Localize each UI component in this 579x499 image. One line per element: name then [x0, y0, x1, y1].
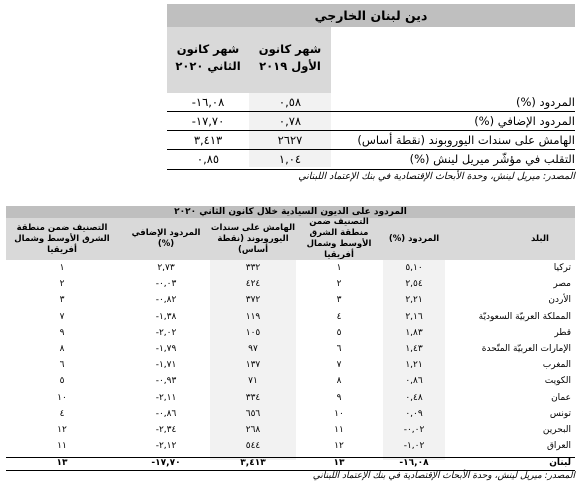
- row-label: المردود (%): [515, 95, 575, 109]
- cell-spread: ٣٧٢: [245, 295, 261, 306]
- row-label: المردود الإضافي (%): [474, 114, 575, 128]
- table-row: [6, 327, 575, 340]
- table1-header-band: [167, 27, 331, 93]
- cell-spread: ٧١: [248, 376, 258, 387]
- cell-spread: ٣٣٤: [245, 392, 261, 403]
- table2-total-row: [6, 457, 575, 470]
- header-line: الثاني ٢٠٢٠: [175, 59, 241, 73]
- table-row: [6, 424, 575, 437]
- cell-yield: -٠,٠٢: [403, 425, 425, 435]
- header-excess: المردود الإضافي (%): [131, 228, 201, 249]
- cell-yield: ٠,٠٩: [405, 408, 423, 419]
- cell-excess: -٠,٩٣: [155, 376, 177, 387]
- cell-yield: ١,٨٣: [405, 327, 423, 338]
- cell-rank-excess: ٢: [59, 279, 65, 290]
- total-country: لبنان: [549, 458, 571, 468]
- cell-rank-excess: ٩: [59, 327, 65, 338]
- table2-title: المردود على الديون السيادية خلال كانون الثاني ٢٠٢٠: [6, 206, 575, 218]
- cell-spread: ٤٢٤: [245, 279, 261, 290]
- cell-country: المغرب: [542, 360, 571, 371]
- header-line: شهر كانون: [258, 42, 322, 56]
- total-yield: -١٦,٠٨: [399, 458, 429, 468]
- table-row: [6, 311, 575, 324]
- cell-rank-yield: ٥: [336, 327, 342, 338]
- row-value-jan-2020: -١٧,٧٠: [191, 114, 225, 128]
- cell-yield: ١,٤٣: [405, 344, 423, 354]
- cell-excess: -٠,٠٣: [155, 279, 177, 290]
- cell-spread: ٦٥٦: [245, 408, 261, 419]
- cell-country: الإمارات العربيّة المتّحدة: [481, 344, 571, 354]
- table1-header-jan-2020: [167, 27, 249, 93]
- cell-rank-yield: ١: [336, 263, 342, 273]
- cell-excess: -٠,٨٦: [155, 408, 177, 419]
- table2-header-row: [6, 218, 575, 260]
- header-rank-excess: التصنيف ضمن منطقة الشرق الأوسط وشمال أفريقيا: [14, 222, 110, 255]
- cell-country: مصر: [553, 279, 571, 290]
- cell-rank-yield: ١٠: [334, 408, 344, 419]
- cell-rank-excess: ١١: [57, 441, 67, 452]
- total-rank-yield: ١٣: [333, 458, 345, 468]
- header-country: البلد: [531, 233, 549, 244]
- cell-country: البحرين: [542, 425, 571, 435]
- row-value-jan-2020: -١٦,٠٨: [191, 95, 225, 109]
- cell-country: العراق: [546, 441, 571, 452]
- cell-yield: ٠,٨٦: [405, 376, 423, 387]
- table1-header-dec-2019: [249, 27, 331, 93]
- header-yield: المردود (%): [388, 233, 440, 244]
- cell-rank-excess: ٦: [59, 360, 65, 371]
- cell-spread: ١٠٥: [245, 327, 261, 338]
- cell-yield: ٢,١٦: [405, 311, 423, 322]
- cell-rank-excess: ٤: [59, 408, 65, 419]
- table1-row: [167, 93, 575, 111]
- cell-excess: -٢,١٢: [155, 441, 177, 452]
- header-line: الأول ٢٠١٩: [259, 59, 321, 73]
- total-spread: ٣,٤١٣: [240, 458, 266, 468]
- table1-source: المصدر: ميريل لينش، وحدة الأبحاث الإقتصادية في بنك الإعتماد اللبناني: [298, 171, 575, 182]
- cell-country: الكويت: [544, 376, 571, 387]
- cell-rank-excess: ٣: [59, 295, 65, 306]
- cell-yield: ٠,٤٨: [405, 392, 423, 403]
- cell-excess: -١,٧١: [155, 360, 177, 371]
- table1-row: [167, 131, 575, 149]
- table1-bottom-rule: [167, 169, 575, 170]
- cell-country: تونس: [549, 408, 571, 419]
- cell-rank-excess: ٨: [59, 344, 65, 354]
- row-label: الهامش على سندات اليوروبوند (نقطة أساس): [357, 133, 575, 147]
- cell-excess: -٢,٠٢: [155, 327, 177, 338]
- cell-excess: -٢,١١: [155, 392, 177, 403]
- external-debt-table: [167, 4, 575, 182]
- cell-yield: ٢,٥٤: [405, 279, 423, 290]
- cell-rank-excess: ١: [59, 263, 65, 273]
- row-label: التقلب في مؤشّر ميريل لينش (%): [409, 152, 575, 166]
- cell-excess: -٠,٨٢: [155, 295, 177, 306]
- cell-excess: -١,٣٨: [155, 311, 177, 322]
- cell-yield: -١,٠٢: [403, 441, 425, 452]
- table-row: [6, 440, 575, 453]
- row-value-dec-2019: ٢٦٢٧: [277, 133, 303, 147]
- cell-rank-excess: ٧: [59, 311, 65, 322]
- table-row: [6, 375, 575, 388]
- cell-rank-yield: ٣: [336, 295, 342, 306]
- row-value-dec-2019: ٠,٥٨: [278, 95, 302, 109]
- header-line: شهر كانون: [176, 42, 240, 56]
- header-spread: الهامش على سندات اليوروبوند (نقطة أساس): [210, 222, 296, 255]
- cell-country: تركيا: [553, 263, 571, 273]
- cell-rank-yield: ٨: [336, 376, 342, 387]
- table-row: [6, 359, 575, 372]
- cell-rank-yield: ١٢: [334, 441, 344, 452]
- cell-excess: ٢,٧٣: [157, 263, 175, 273]
- table-row: [6, 408, 575, 421]
- cell-excess: -١,٧٩: [155, 344, 177, 354]
- cell-country: قطر: [554, 327, 571, 338]
- cell-rank-excess: ٥: [59, 376, 65, 387]
- table-row: [6, 294, 575, 307]
- cell-yield: ١,٢١: [405, 360, 423, 371]
- table-row: [6, 262, 575, 275]
- cell-spread: ٢٦٨: [245, 425, 261, 435]
- cell-spread: ٥٤٤: [245, 441, 261, 452]
- row-value-dec-2019: ١,٠٤: [278, 152, 302, 166]
- table1-row: [167, 150, 575, 168]
- table1-title: دين لبنان الخارجي: [167, 4, 575, 27]
- row-value-jan-2020: ٣,٤١٣: [193, 133, 223, 147]
- table-row: [6, 392, 575, 405]
- cell-country: عمان: [551, 392, 571, 403]
- cell-excess: -٢,٣٤: [155, 425, 177, 435]
- total-rank-excess: ١٣: [56, 458, 68, 468]
- row-value-dec-2019: ٠,٧٨: [278, 114, 302, 128]
- table-row: [6, 343, 575, 356]
- cell-rank-excess: ١٠: [57, 392, 67, 403]
- cell-rank-excess: ١٢: [57, 425, 67, 435]
- table-row: [6, 278, 575, 291]
- total-excess: -١٧,٧٠: [151, 458, 181, 468]
- row-value-jan-2020: ٠,٨٥: [196, 152, 220, 166]
- header-rank-yield: التصنيف ضمن منطقة الشرق الأوسط وشمال أفريقيا: [306, 217, 372, 260]
- cell-country: المملكة العربيّة السعوديّة: [478, 311, 571, 322]
- cell-spread: ١٣٧: [245, 360, 261, 371]
- cell-rank-yield: ٦: [336, 344, 342, 354]
- table2-source: المصدر: ميريل لينش، وحدة الأبحاث الإقتصادية في بنك الإعتماد اللبناني: [312, 471, 575, 481]
- cell-rank-yield: ٢: [336, 279, 342, 290]
- sovereign-yields-table: [6, 206, 575, 481]
- cell-rank-yield: ٧: [336, 360, 342, 371]
- table1-row: [167, 112, 575, 130]
- cell-rank-yield: ٤: [336, 311, 342, 322]
- cell-yield: ٥,١٠: [405, 263, 423, 273]
- cell-country: الأردن: [548, 295, 571, 306]
- cell-spread: ٩٧: [248, 344, 258, 354]
- cell-rank-yield: ١١: [334, 425, 344, 435]
- cell-yield: ٢,٢١: [405, 295, 423, 306]
- cell-rank-yield: ٩: [336, 392, 342, 403]
- cell-spread: ١١٩: [245, 311, 261, 322]
- cell-spread: ٣٣٢: [245, 263, 261, 273]
